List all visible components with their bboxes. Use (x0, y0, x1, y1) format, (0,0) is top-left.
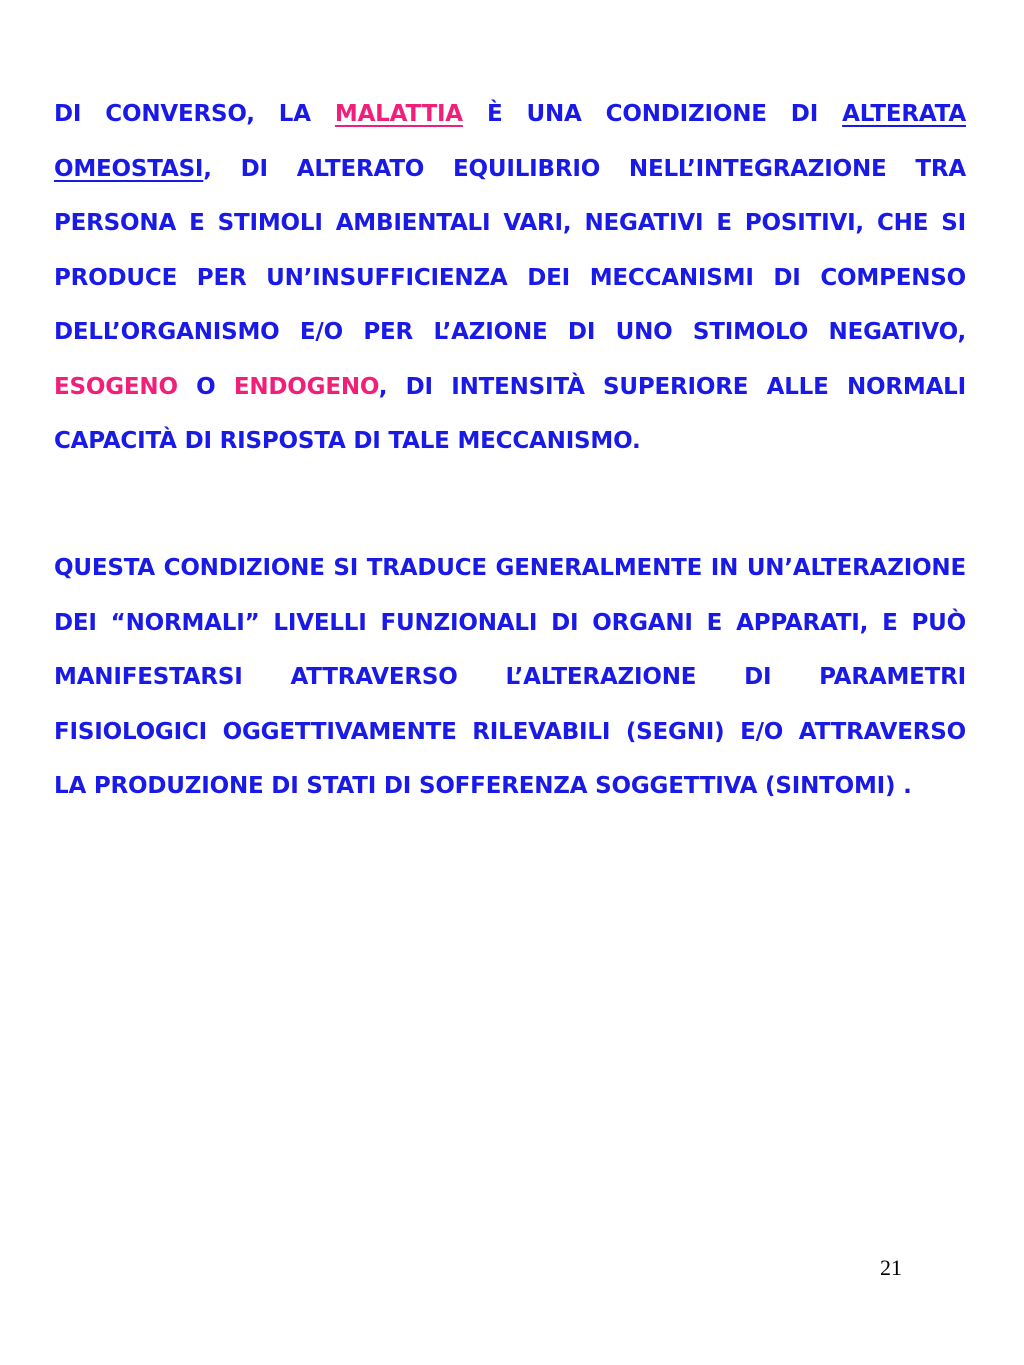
para2-text: QUESTA CONDIZIONE SI TRADUCE GENERALMENTE IN UN’ALTERAZIONE DEI “NORMALI” LIVELLI FUNZIONALI DI ORGANI E APPARATI, E PUÒ MANIFESTARSI ATTRAVERSO L’ALTERAZIONE DI PARAMETRI FISIOLOGICI OGGETTIVAMENTE RILEVABILI (SEGNI) E/O ATTRAVERSO LA PRODUZIONE DI STATI DI SOFFERENZA SOGGETTIVA (SINTOMI) . (54, 555, 966, 799)
para1-text-4: O (177, 373, 234, 400)
term-alterata-omeostasi: ALTERATA OMEOSTASI (54, 101, 966, 182)
term-malattia: MALATTIA (334, 101, 463, 127)
para1-text-3: , DI ALTERATO EQUILIBRIO NELL’INTEGRAZIONE TRA PERSONA E STIMOLI AMBIENTALI VARI, NEGATIVI E POSITIVI, CHE SI PRODUCE PER UN’INSUFFICIENZA DEI MECCANISMI DI COMPENSO DELL’ORGANISMO E/O PER L’AZIONE DI UNO STIMOLO NEGATIVO, (54, 155, 966, 345)
para1-text-2: È UNA CONDIZIONE DI (462, 101, 843, 127)
term-endogeno: ENDOGENO (233, 373, 379, 400)
para1-text-1: DI CONVERSO, LA (54, 101, 335, 127)
paragraph-disease-definition (54, 87, 966, 469)
page-number: 21 (880, 1255, 902, 1280)
paragraph-condition-effects (54, 541, 966, 814)
term-esogeno: ESOGENO (54, 373, 178, 400)
para1-text-5: , DI INTENSITÀ SUPERIORE ALLE NORMALI CAPACITÀ DI RISPOSTA DI TALE MECCANISMO. (54, 373, 966, 454)
